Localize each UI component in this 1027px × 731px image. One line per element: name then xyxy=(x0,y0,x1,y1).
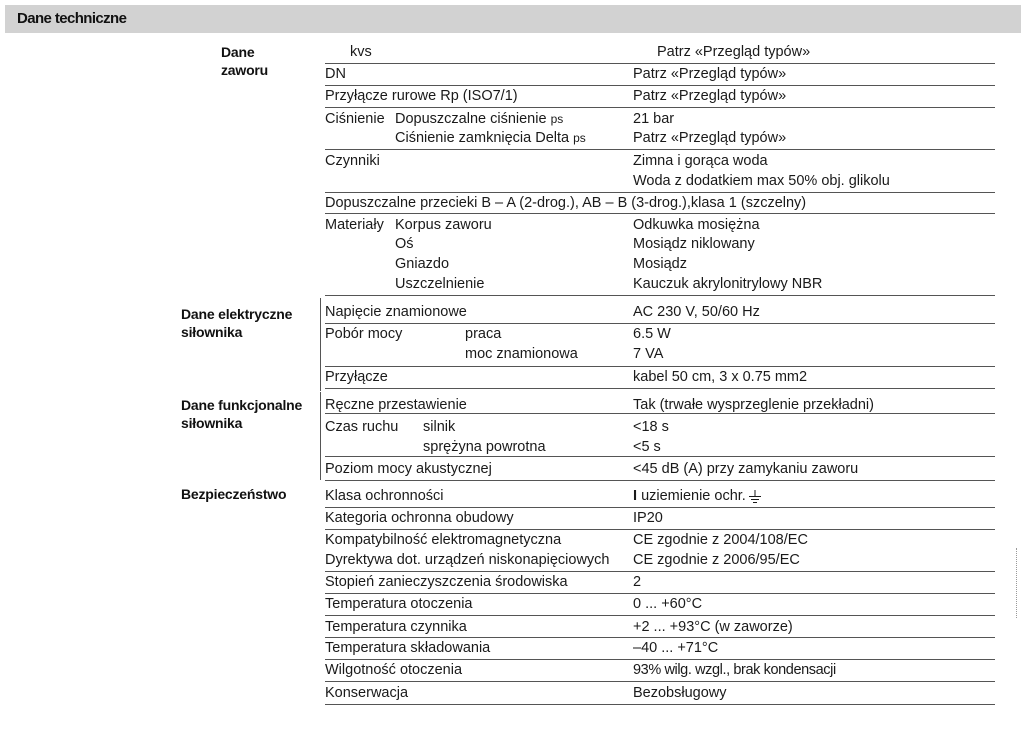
spec-value: kabel 50 cm, 3 x 0.75 mm2 xyxy=(633,369,808,385)
spec-value: Patrz «Przegląd typów» xyxy=(633,66,787,82)
spec-label: kvs xyxy=(350,44,372,60)
row-divider xyxy=(325,63,995,64)
section-label-valve xyxy=(221,43,268,79)
row-divider xyxy=(325,593,995,594)
spec-value: 2 xyxy=(633,574,642,590)
spec-label: Wilgotność otoczenia xyxy=(325,662,463,678)
material-part: Gniazdo xyxy=(395,256,450,272)
row-divider xyxy=(325,366,995,367)
subscript: ps xyxy=(550,112,564,126)
row-divider xyxy=(325,149,995,150)
spec-value: Zimna i gorąca woda xyxy=(633,153,768,169)
spec-sublabel xyxy=(395,110,563,128)
class-text: uziemienie ochr. xyxy=(641,488,746,504)
spec-text: Dopuszczalne przecieki B – A (2-drog.), AB – B (3-drog.),klasa 1 (szczelny) xyxy=(325,195,807,211)
spec-label: Napięcie znamionowe xyxy=(325,304,467,320)
row-divider xyxy=(325,571,995,572)
spec-label: DN xyxy=(325,66,346,82)
section-label-functional xyxy=(181,396,302,432)
material-part: Uszczelnienie xyxy=(395,276,485,292)
section-label-electric xyxy=(181,305,292,341)
row-divider xyxy=(325,456,995,457)
spec-label: Klasa ochronności xyxy=(325,488,444,504)
row-divider xyxy=(325,507,995,508)
spec-value xyxy=(633,487,761,505)
spec-value: Patrz «Przegląd typów» xyxy=(633,88,787,104)
section-label-line: Dane funkcjonalne xyxy=(181,397,303,413)
spec-label: Pobór mocy xyxy=(325,326,403,342)
spec-value: IP20 xyxy=(633,510,663,526)
spec-value: <5 s xyxy=(633,439,661,455)
row-divider xyxy=(325,529,995,530)
spec-sublabel: moc znamionowa xyxy=(465,346,578,362)
spec-value: Bezobsługowy xyxy=(633,685,727,701)
spec-sublabel: sprężyna powrotna xyxy=(423,439,546,455)
spec-label: Kategoria ochronna obudowy xyxy=(325,510,514,526)
header-bar xyxy=(5,5,1021,33)
row-divider xyxy=(325,659,995,660)
spec-value: 7 VA xyxy=(633,346,664,362)
spec-label: Dyrektywa dot. urządzeń niskonapięciowych xyxy=(325,552,610,568)
row-divider xyxy=(325,615,995,616)
material-value: Odkuwka mosiężna xyxy=(633,217,760,233)
spec-value: 93% wilg. wzgl., brak kondensacji xyxy=(633,662,836,678)
spec-sublabel xyxy=(395,129,586,147)
section-label-safety xyxy=(181,485,286,503)
section-label-line: Dane elektryczne xyxy=(181,306,293,322)
pressure-allowed-label: Dopuszczalne ciśnienie xyxy=(395,111,547,127)
spec-value: +2 ... +93°C (w zaworze) xyxy=(633,619,793,635)
spec-label: Temperatura składowania xyxy=(325,640,491,656)
spec-value: 6.5 W xyxy=(633,326,671,342)
row-divider xyxy=(325,107,995,108)
section-label-line: Dane xyxy=(221,44,255,60)
spec-label: Materiały xyxy=(325,217,384,233)
margin-dotted-line xyxy=(1016,548,1017,618)
row-divider xyxy=(325,213,995,214)
spec-label: Kompatybilność elektromagnetyczna xyxy=(325,532,562,548)
spec-label: Przyłącze xyxy=(325,369,388,385)
section-label-line: zaworu xyxy=(221,62,269,78)
row-divider xyxy=(325,413,995,414)
class-numeral: I xyxy=(633,488,638,504)
spec-label: Ręczne przestawienie xyxy=(325,397,467,413)
section-label-line: Bezpieczeństwo xyxy=(181,486,287,502)
spec-label: Czynniki xyxy=(325,153,380,169)
spec-sublabel: praca xyxy=(465,326,502,342)
spec-sublabel: silnik xyxy=(423,419,456,435)
spec-label: Przyłącze rurowe Rp (ISO7/1) xyxy=(325,88,518,104)
spec-value: Woda z dodatkiem max 50% obj. glikolu xyxy=(633,173,890,189)
row-divider xyxy=(325,388,995,389)
material-value: Kauczuk akrylonitrylowy NBR xyxy=(633,276,823,292)
spec-value: 21 bar xyxy=(633,111,675,127)
row-divider xyxy=(325,480,995,481)
ground-icon xyxy=(749,490,761,502)
spec-label: Konserwacja xyxy=(325,685,409,701)
row-divider xyxy=(325,295,995,296)
material-value: Mosiądz xyxy=(633,256,687,272)
row-divider xyxy=(325,323,995,324)
material-value: Mosiądz niklowany xyxy=(633,236,755,252)
row-divider xyxy=(325,704,995,705)
spec-label: Czas ruchu xyxy=(325,419,399,435)
page-title: Dane techniczne xyxy=(17,10,127,27)
section-label-line: siłownika xyxy=(181,324,243,340)
row-divider xyxy=(325,192,995,193)
spec-label: Temperatura czynnika xyxy=(325,619,467,635)
spec-label: Temperatura otoczenia xyxy=(325,596,473,612)
row-divider xyxy=(325,681,995,682)
spec-value: –40 ... +71°C xyxy=(633,640,719,656)
section-divider xyxy=(320,392,321,480)
spec-value: 0 ... +60°C xyxy=(633,596,703,612)
pressure-closing-label: Ciśnienie zamknięcia Delta xyxy=(395,130,570,146)
subscript: ps xyxy=(573,131,586,145)
spec-value: CE zgodnie z 2006/95/EC xyxy=(633,552,800,568)
spec-label: Stopień zanieczyszczenia środowiska xyxy=(325,574,568,590)
spec-label: Poziom mocy akustycznej xyxy=(325,461,492,477)
spec-value: AC 230 V, 50/60 Hz xyxy=(633,304,760,320)
spec-label: Ciśnienie xyxy=(325,111,385,127)
material-part: Oś xyxy=(395,236,414,252)
row-divider xyxy=(325,637,995,638)
spec-value: Patrz «Przegląd typów» xyxy=(633,130,787,146)
section-divider xyxy=(320,298,321,391)
row-divider xyxy=(325,85,995,86)
spec-value: Tak (trwałe wysprzeglenie przekładni) xyxy=(633,397,874,413)
material-part: Korpus zaworu xyxy=(395,217,492,233)
spec-value: <18 s xyxy=(633,419,669,435)
section-label-line: siłownika xyxy=(181,415,243,431)
spec-value: <45 dB (A) przy zamykaniu zaworu xyxy=(633,461,859,477)
spec-value: CE zgodnie z 2004/108/EC xyxy=(633,532,808,548)
spec-value: Patrz «Przegląd typów» xyxy=(657,44,811,60)
